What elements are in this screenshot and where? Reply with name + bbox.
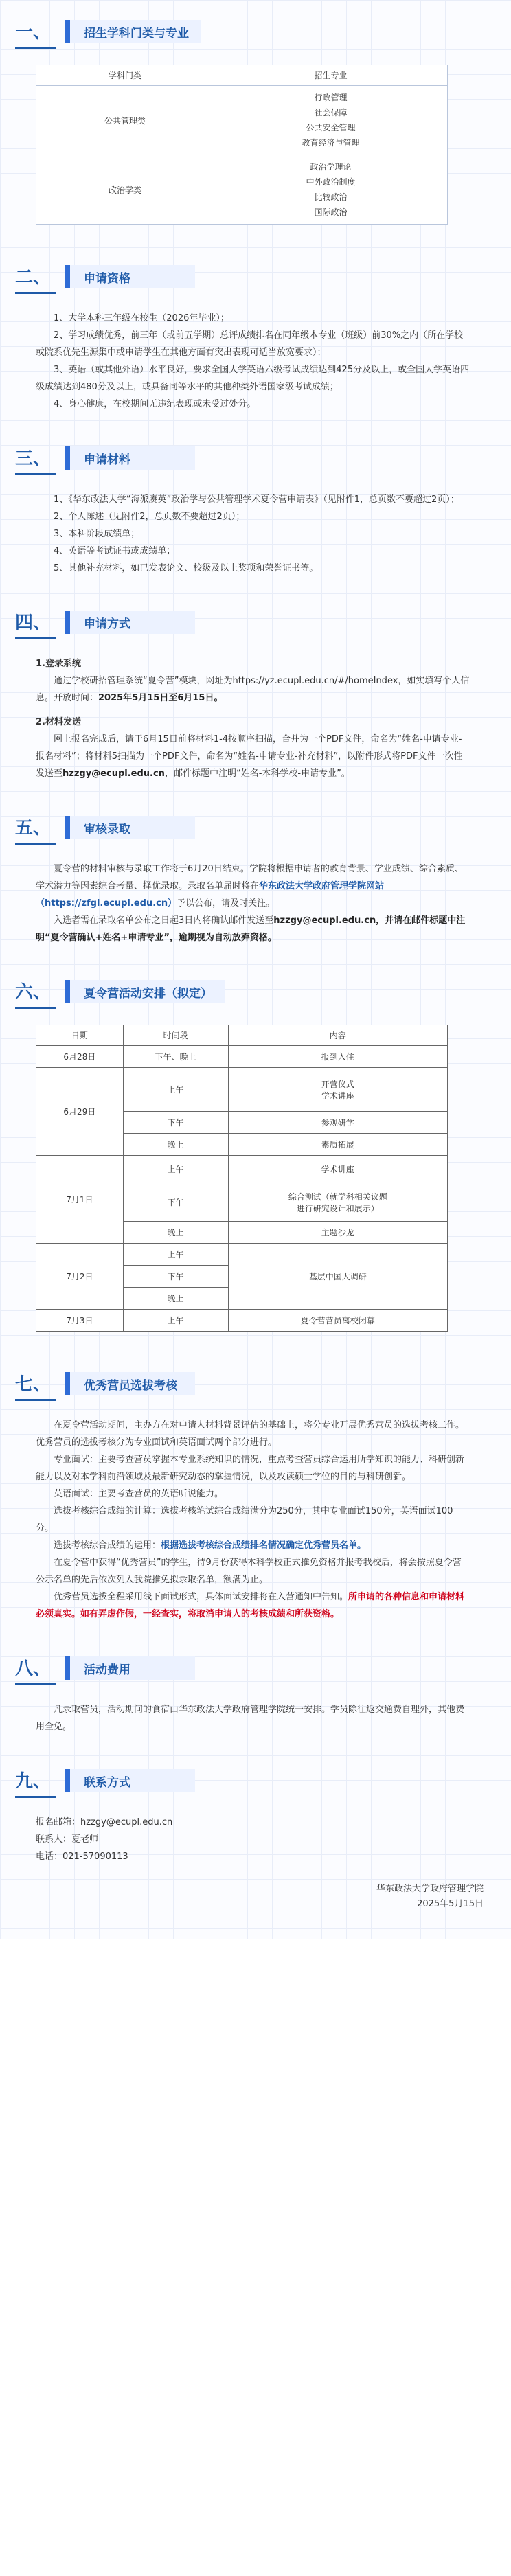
header-time: 时间段: [123, 1025, 228, 1046]
section-number: 三、: [15, 444, 65, 472]
major-item: 中外政治制度: [306, 177, 356, 187]
selection-para: 在夏令营中获得“优秀营员”的学生，待9月份获得本科学校正式推免资格并报考我校后，将会按照夏令营公示名单的先后依次列入我院推免拟录取名单，额满为止。: [36, 1558, 462, 1585]
section-2-header: [0, 259, 511, 295]
major-item: 公共安全管理: [306, 123, 356, 133]
selection-para: 选拔考核综合成绩的计算：选拔考核笔试综合成绩满分为250分，其中专业面试150分，英语面试100分。: [36, 1506, 453, 1534]
table-row: [36, 1244, 448, 1266]
time-cell: 上午: [123, 1068, 228, 1112]
fees-para: 凡录取营员，活动期间的食宿由华东政法大学政府管理学院统一安排。学员除往返交通费自理外，其他费用全免。: [36, 1705, 465, 1732]
section-4-header: [0, 604, 511, 640]
eligibility-block: [0, 310, 511, 413]
apply-open-date: 2025年5月15日至6月15日。: [98, 693, 223, 703]
section-title: 招生学科门类与专业: [84, 26, 189, 41]
selection-text: 优秀营员选拔全程采用线下面试形式，具体面试安排将在入营通知中告知。: [54, 1592, 349, 1602]
selection-para: 英语面试：主要考查营员的英语听说能力。: [54, 1489, 224, 1499]
eligibility-item: 3、英语（或其他外语）水平良好，要求全国大学英语六级考试成绩达到425分及以上，或全国大学英语四级成绩达到480分及以上，或具备同等水平的其他种类外语国家级考试成绩；: [36, 365, 470, 392]
section-number: 八、: [15, 1654, 65, 1683]
school-site-link[interactable]: 华东政法大学政府管理学院网站: [259, 881, 385, 891]
contact-person-label: 联系人：: [36, 1834, 72, 1845]
content-line: 进行研究设计和展示）: [296, 1203, 379, 1213]
selection-para: [36, 1537, 470, 1554]
table-header-row: [36, 1025, 448, 1046]
time-cell: 上午: [123, 1310, 228, 1332]
material-item: 4、英语等考试证书或成绩单；: [54, 546, 176, 556]
section-title: 优秀营员选拔考核: [84, 1378, 177, 1393]
signature: [0, 1882, 511, 1912]
content-cell: 夏令营营员离校闭幕: [228, 1310, 447, 1332]
apply-step-1-desc: 通过学校研招管理系统“夏令营”模块，网址为https://yz.ecupl.edu.cn/#/homeIndex，如实填写个人信息。开放时间：: [36, 676, 470, 703]
contact-email-label: 报名邮箱：: [36, 1817, 81, 1827]
apply-step-1-text: [36, 672, 470, 707]
eligibility-item: 1、大学本科三年级在校生（2026年毕业）；: [54, 313, 229, 323]
category-cell: 政治学类: [36, 155, 214, 225]
header-content: 内容: [228, 1025, 447, 1046]
time-cell: 下午: [123, 1183, 228, 1222]
selection-para: [36, 1588, 470, 1623]
section-title-bar: [65, 1372, 195, 1395]
apply-step-2-tail: ，邮件标题中注明“姓名-本科学校-申请专业”。: [164, 768, 350, 779]
apply-step-2-desc: 网上报名完成后，请于6月15日前将材料1-4按顺序扫描，合并为一个PDF文件，命名为“姓名-申请专业-报名材料”；将材料5扫描为一个PDF文件，命名为“姓名-申请专业-补充材料”，以附件形式将PDF文件一次性发送至: [36, 734, 463, 779]
review-para-2: [36, 912, 470, 946]
content-cell: 基层中国大调研: [228, 1244, 447, 1310]
selection-para: 专业面试：主要考查营员掌握本专业系统知识的情况，重点考查营员综合运用所学知识的能力、科研创新能力以及对本学科前沿领域及最新研究动态的掌握情况，以及攻读硕士学位的目的与科研创新。: [36, 1455, 465, 1482]
header-category: 学科门类: [36, 65, 214, 86]
apply-block: [0, 655, 511, 782]
materials-block: [0, 491, 511, 577]
time-cell: 晚上: [123, 1222, 228, 1244]
section-number: 二、: [15, 263, 65, 291]
contact-email-link[interactable]: hzzgy@ecupl.edu.cn: [80, 1817, 173, 1827]
content-cell: [228, 1183, 447, 1222]
section-title-bar: [65, 20, 201, 43]
date-cell: 7月2日: [36, 1244, 124, 1310]
time-cell: 上午: [123, 1156, 228, 1183]
review-text-tail: 予以公布，请及时关注。: [177, 898, 275, 909]
major-item: 比较政治: [314, 192, 348, 202]
section-7-header: [0, 1366, 511, 1402]
section-title-bar: [65, 265, 195, 288]
section-number: 四、: [15, 608, 65, 637]
date-cell: 7月1日: [36, 1156, 124, 1244]
major-item: 国际政治: [314, 207, 348, 217]
contact-phone[interactable]: 021-57090113: [63, 1851, 128, 1862]
apply-step-2-title: 2.材料发送: [36, 717, 81, 727]
material-item: 3、本科阶段成绩单；: [54, 529, 140, 539]
confirm-email-link[interactable]: hzzgy@ecupl.edu.cn: [273, 915, 376, 926]
content-cell: 参观研学: [228, 1112, 447, 1134]
selection-para: 在夏令营活动期间，主办方在对申请人材料背景评估的基础上，将分专业开展优秀营员的选拔考核工作。优秀营员的选拔考核分为专业面试和英语面试两个部分进行。: [36, 1420, 465, 1448]
table-row: [36, 1046, 448, 1068]
content-cell: 素质拓展: [228, 1134, 447, 1156]
content-cell: 学术讲座: [228, 1156, 447, 1183]
majors-cell: [214, 86, 448, 155]
section-title-bar: [65, 611, 195, 634]
section-title: 活动费用: [84, 1663, 130, 1677]
content-cell: [228, 1068, 447, 1112]
section-title-bar: [65, 446, 195, 470]
section-title: 审核录取: [84, 822, 130, 836]
table-row: [36, 1156, 448, 1183]
section-number: 九、: [15, 1767, 65, 1795]
section-number: 七、: [15, 1370, 65, 1398]
school-site-url[interactable]: （https://zfgl.ecupl.edu.cn）: [36, 898, 177, 909]
header-date: 日期: [36, 1025, 124, 1046]
time-cell: 上午: [123, 1244, 228, 1266]
contact-phone-label: 电话：: [36, 1851, 63, 1862]
section-number: 一、: [15, 18, 65, 46]
apply-step-2-text: [36, 731, 470, 782]
header-major: 招生专业: [214, 65, 448, 86]
review-text: 入选者需在录取名单公布之日起3日内将确认邮件发送至: [54, 915, 274, 926]
contact-phone-row: [36, 1848, 470, 1865]
section-title: 申请资格: [84, 271, 130, 286]
section-number: 六、: [15, 978, 65, 1006]
section-title-bar: [65, 1656, 195, 1680]
table-row: [36, 86, 448, 155]
signature-date: 2025年5月15日: [417, 1899, 484, 1909]
review-block: [0, 860, 511, 946]
time-cell: 下午: [123, 1266, 228, 1288]
material-item: 2、个人陈述（见附件2，总页数不要超过2页）；: [54, 512, 245, 522]
majors-table: [36, 65, 448, 225]
selection-warning: 所申请的各种信息和申请材料必须真实。如有弄虚作假，一经查实，将取消申请人的考核成绩和所获资格。: [36, 1592, 465, 1619]
section-title: 申请方式: [84, 617, 130, 631]
material-item: 5、其他补充材料，如已发表论文、校级及以上奖项和荣誉证书等。: [54, 563, 319, 573]
section-title-bar: [65, 816, 195, 839]
section-title: 申请材料: [84, 453, 130, 467]
table-row: [36, 1310, 448, 1332]
major-item: 社会保障: [314, 108, 348, 117]
contact-block: [0, 1814, 511, 1865]
section-number: 五、: [15, 814, 65, 842]
selection-block: [0, 1417, 511, 1623]
table-row: [36, 155, 448, 225]
eligibility-item: 4、身心健康，在校期间无违纪表现或未受过处分。: [54, 399, 256, 409]
contact-person: 夏老师: [71, 1834, 99, 1845]
review-para-1: [36, 860, 470, 912]
section-title: 联系方式: [84, 1775, 130, 1790]
table-header-row: [36, 65, 448, 86]
section-title-bar: [65, 1769, 195, 1792]
signature-org: 华东政法大学政府管理学院: [376, 1884, 484, 1894]
contact-person-row: [36, 1831, 470, 1848]
major-item: 政治学理论: [310, 162, 352, 172]
section-3-header: [0, 440, 511, 476]
section-title-bar: [65, 980, 225, 1003]
content-cell: 报到入住: [228, 1046, 447, 1068]
section-6-header: [0, 974, 511, 1010]
contact-email-row: [36, 1814, 470, 1831]
time-cell: 下午: [123, 1112, 228, 1134]
content-line: 综合测试（就学科相关议题: [288, 1192, 387, 1202]
material-item: 1、《华东政法大学“海派赓英”政治学与公共管理学术夏令营申请表》（见附件1，总页数不要超过2页）；: [54, 494, 459, 505]
selection-text: 选拔考核综合成绩的运用：: [54, 1540, 161, 1551]
time-cell: 下午、晚上: [123, 1046, 228, 1068]
review-text: 夏令营的材料审核与录取工作将于6月20日结束。学院将根据申请者的教育背景、学业成绩、综合素质、学术潜力等因素综合考量、择优录取。录取名单届时将在: [36, 864, 464, 891]
content-cell: 主题沙龙: [228, 1222, 447, 1244]
section-1-header: [0, 14, 511, 49]
content-line: 学术讲座: [321, 1091, 354, 1101]
majors-cell: [214, 155, 448, 225]
category-cell: 公共管理类: [36, 86, 214, 155]
time-cell: 晚上: [123, 1134, 228, 1156]
major-item: 行政管理: [314, 93, 348, 102]
date-cell: 6月29日: [36, 1068, 124, 1156]
confirm-instruction: ，并请在邮件标题中注明“夏令营确认+姓名+申请专业”，逾期视为自动放弃资格。: [36, 915, 466, 943]
time-cell: 晚上: [123, 1288, 228, 1310]
fees-block: [0, 1701, 511, 1735]
date-cell: 7月3日: [36, 1310, 124, 1332]
apply-step-1-title: 1.登录系统: [36, 659, 81, 669]
selection-emphasis: 根据选拔考核综合成绩排名情况确定优秀营员名单。: [161, 1540, 367, 1551]
content-line: 开营仪式: [321, 1079, 354, 1089]
section-9-header: [0, 1763, 511, 1799]
section-5-header: [0, 810, 511, 845]
eligibility-item: 2、学习成绩优秀，前三年（或前五学期）总评成绩排名在同年级本专业（班级）前30%之内（所在学校或院系优先生源集中或申请学生在其他方面有突出表现可适当放宽要求）；: [36, 330, 464, 358]
section-title: 夏令营活动安排（拟定）: [84, 986, 212, 1001]
date-cell: 6月28日: [36, 1046, 124, 1068]
section-8-header: [0, 1650, 511, 1686]
major-item: 教育经济与管理: [302, 138, 360, 148]
schedule-table: [36, 1025, 448, 1332]
apply-email-link[interactable]: hzzgy@ecupl.edu.cn: [63, 768, 165, 779]
table-row: [36, 1068, 448, 1112]
